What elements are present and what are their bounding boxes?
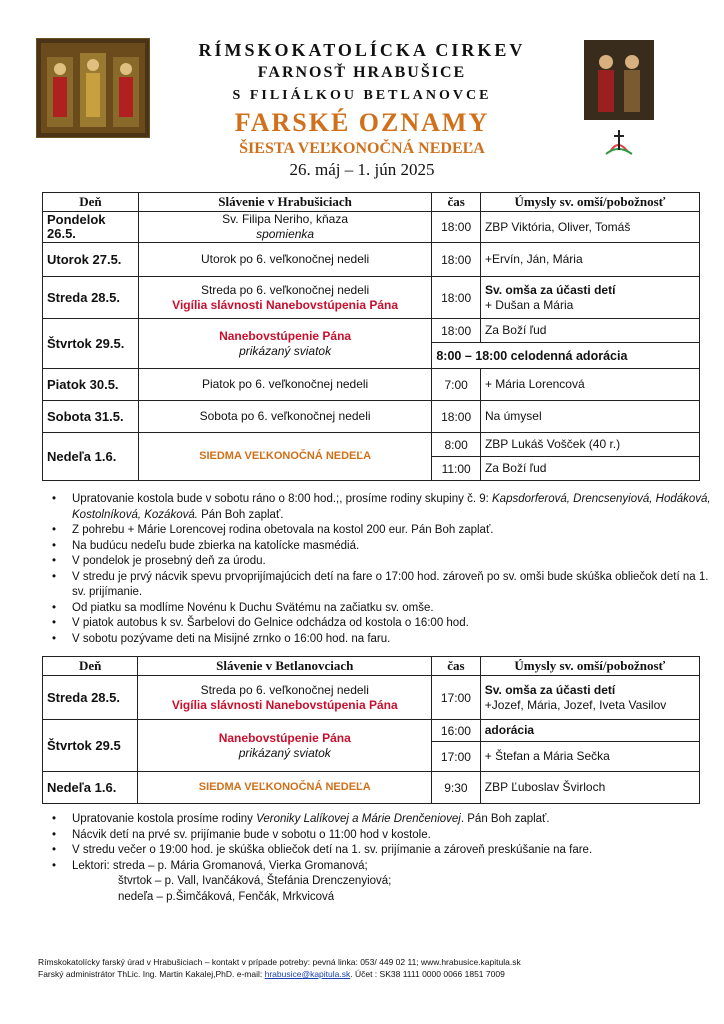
col-time: čas [432,657,481,676]
table-row [43,772,700,804]
list-item: • Lektori: streda – p. Mária Gromanová, Vierka Gromanová; štvrtok – p. Vall, Ivančáková, Štefánia Drenczenyiová; nedeľa – p.Šimčáková, Fenčák, Mrkvicová [72,859,722,906]
col-day: Deň [43,657,138,676]
table-row [43,369,700,401]
list-item: • V piatok autobus k sv. Šarbelovi do Gelnice odchádza od kostola o 16:00 hod. [72,616,722,632]
col-intent: Úmysly sv. omší/pobožnosť [480,657,699,676]
celebration-vigil: Vigília slávnosti Nanebovstúpenia Pána [171,697,398,712]
col-time: čas [432,193,481,212]
celebration-vigil: Vigília slávnosti Nanebovstúpenia Pána [172,297,399,312]
intent-cell: ZBP Viktória, Oliver, Tomáš [480,212,699,243]
celebration-name: Nanebovstúpenie Pána [218,730,351,745]
intent-cell: +Ervín, Ján, Mária [480,243,699,277]
hrabusice-announcements [44,492,722,647]
time-cell: 16:00 [432,720,481,742]
intent-line: Sv. omša za účasti detí [484,682,616,697]
celebration-cell: SIEDMA VEĽKONOČNÁ NEDEĽA [138,433,431,481]
day-cell: Sobota 31.5. [43,401,139,433]
footer-admin: Farský administrátor ThLic. Ing. Martin Kakalej,PhD. e-mail: hrabusice@kapitula.sk. Účet : SK38 1111 0000 0066 1851 7009 [38,969,505,979]
intent-cell: + Mária Lorencová [480,369,699,401]
betlanovce-announcements [44,812,722,905]
list-item: • V pondelok je prosebný deň za úrodu. [72,554,722,570]
list-item: • V sobotu pozývame deti na Misijné zrnko o 16:00 hod. na faru. [72,632,722,648]
list-item: • Na budúcu nedeľu bude zbierka na katolícke masmédiá. [72,539,722,555]
email-link[interactable]: hrabusice@kapitula.sk [264,969,351,979]
list-item: • Od piatku sa modlíme Novénu k Duchu Svätému na začiatku sv. omše. [72,601,722,617]
intent-cell [480,676,699,720]
table-row [43,720,700,742]
day-cell: Štvrtok 29.5. [43,319,139,369]
day-cell: Nedeľa 1.6. [43,772,138,804]
time-cell: 18:00 [432,212,481,243]
table-row [43,401,700,433]
celebration-rank: prikázaný sviatok [238,745,331,760]
time-cell: 18:00 [432,401,481,433]
celebration-cell [138,720,432,772]
time-cell: 9:30 [432,772,481,804]
day-cell: Nedeľa 1.6. [43,433,139,481]
table-row [43,212,700,243]
date-range: 26. máj – 1. jún 2025 [289,160,435,179]
intent-cell: ZBP Ľuboslav Švirloch [480,772,699,804]
time-cell: 7:00 [432,369,481,401]
celebration-name: Nanebovstúpenie Pána [219,328,352,343]
col-day: Deň [43,193,139,212]
col-intent: Úmysly sv. omší/pobožnosť [480,193,699,212]
list-item: • V stredu je prvý nácvik spevu prvoprijímajúcich detí na fare o 17:00 hod. zároveň po sv. omši bude skúška obliečok detí na 1. sv. prijímanie. [72,570,722,601]
time-cell: 8:00 [432,433,481,457]
intent-line: + Dušan a Mária [484,297,574,312]
celebration-cell: SIEDMA VEĽKONOČNÁ NEDEĽA [138,772,432,804]
col-celebration: Slávenie v Hrabušiciach [138,193,431,212]
table-row [43,433,700,457]
time-cell: 18:00 [432,319,481,343]
list-item: • Upratovanie kostola prosíme rodiny Veroniky Lalíkovej a Márie Drenčeniovej. Pán Boh zaplať. [72,812,722,828]
day-cell: Štvrtok 29.5 [43,720,138,772]
intent-cell: ZBP Lukáš Vošček (40 r.) [480,433,699,457]
table-row [43,676,700,720]
time-cell: 18:00 [432,243,481,277]
day-cell: Streda 28.5. [43,676,138,720]
betlanovce-schedule-table [42,656,700,804]
table-row [43,319,700,343]
list-item: • Nácvik detí na prvé sv. prijímanie bude v sobotu o 11:00 hod v kostole. [72,828,722,844]
celebration-name: Sv. Filipa Neriho, kňaza [222,212,348,226]
parish-name: FARNOSŤ HRABUŠICE [257,64,467,81]
adoration-cell: 8:00 – 18:00 celodenná adorácia [432,343,700,369]
intent-cell: Za Boží ľud [480,319,699,343]
time-cell: 17:00 [432,742,481,772]
celebration-name: Streda po 6. veľkonočnej nedeli [200,682,369,697]
hrabusice-schedule-table [42,192,700,481]
table-row [43,243,700,277]
day-cell: Piatok 30.5. [43,369,139,401]
intent-cell: + Štefan a Mária Sečka [480,742,699,772]
time-cell: 18:00 [432,277,481,319]
celebration-cell [138,212,431,243]
celebration-rank: prikázaný sviatok [239,343,332,358]
day-cell: Pondelok 26.5. [43,212,139,243]
celebration-cell: Utorok po 6. veľkonočnej nedeli [138,243,431,277]
intent-line: Sv. omša za účasti detí [484,282,616,297]
celebration-name: Streda po 6. veľkonočnej nedeli [200,282,370,297]
church-name: RÍMSKOKATOLÍCKA CIRKEV [198,40,526,60]
footer-contact: Rímskokatolícky farský úrad v Hrabušiciach – kontakt v prípade potreby: pevná linka: 053/ 449 02 11; www.hrabusice.kapitula.sk [38,957,521,967]
intent-line: +Jozef, Mária, Jozef, Iveta Vasilov [484,697,667,712]
intent-cell: Na úmysel [480,401,699,433]
celebration-cell [138,319,431,369]
celebration-cell [138,676,432,720]
table-row [43,277,700,319]
page-title: FARSKÉ OZNAMY [234,108,490,137]
celebration-rank: spomienka [256,227,315,241]
intent-cell [480,277,699,319]
intent-cell: Za Boží ľud [480,457,699,481]
footer [38,956,521,980]
list-item: • Z pohrebu + Márie Lorencovej rodina obetovala na kostol 200 eur. Pán Boh zaplať. [72,523,722,539]
list-item: • V stredu večer o 19:00 hod. je skúška obliečok detí na 1. sv. prijímanie a zároveň preskúšanie na fare. [72,843,722,859]
day-cell: Streda 28.5. [43,277,139,319]
time-cell: 17:00 [432,676,481,720]
list-item: • Upratovanie kostola bude v sobotu ráno o 8:00 hod.;, prosíme rodiny skupiny č. 9: Kapsdorferová, Drencsenyiová, Hodáková, Kostolníková, Kozáková. Pán Boh zaplať. [72,492,722,523]
page-subtitle: ŠIESTA VEĽKONOČNÁ NEDEĽA [239,140,485,157]
filial-name: S FILIÁLKOU BETLANOVCE [232,88,492,103]
intent-cell: adorácia [480,720,699,742]
day-cell: Utorok 27.5. [43,243,139,277]
celebration-cell [138,277,431,319]
col-celebration: Slávenie v Betlanovciach [138,657,432,676]
time-cell: 11:00 [432,457,481,481]
celebration-cell: Piatok po 6. veľkonočnej nedeli [138,369,431,401]
celebration-cell: Sobota po 6. veľkonočnej nedeli [138,401,431,433]
